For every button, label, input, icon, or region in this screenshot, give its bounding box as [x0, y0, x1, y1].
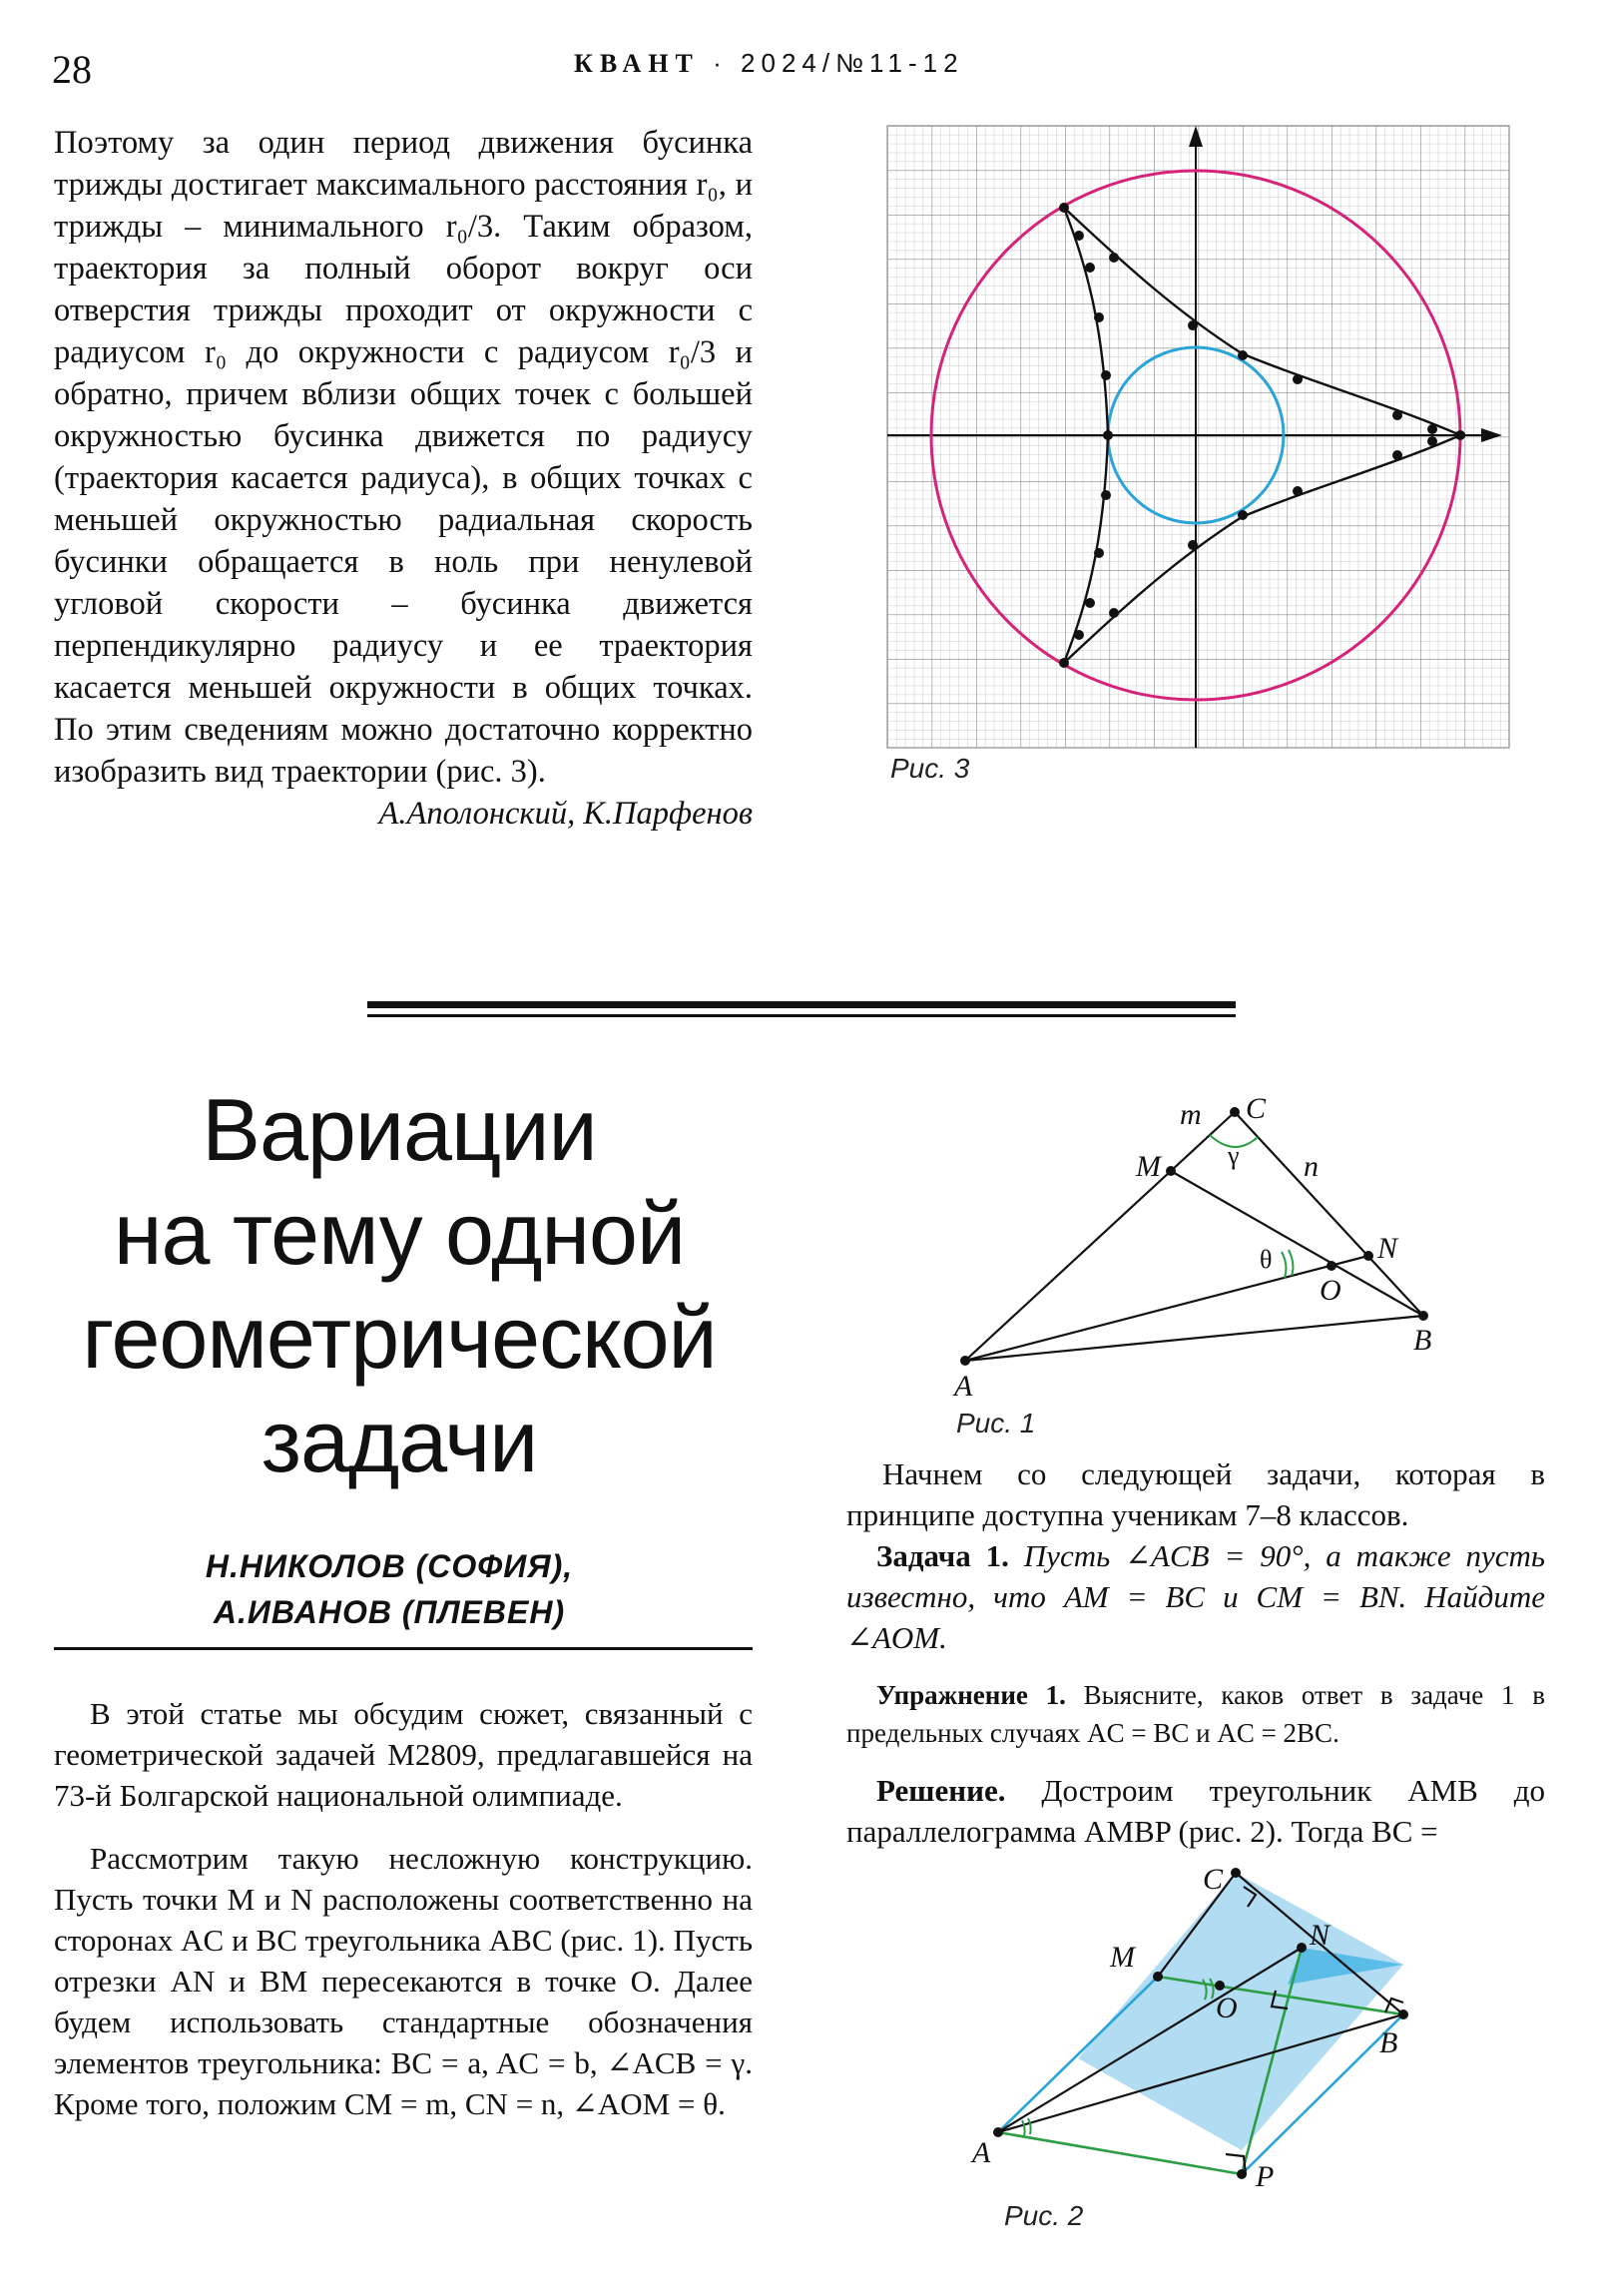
construction-paragraph: Рассмотрим такую несложную конструкцию. Пусть точки M и N расположены соответственно на сторонах AC и BC треугольника ABC (рис. 1). Пусть отрезки AN и BM пересекаются в точке O. Далее будем использовать стандартные обозначения элементов треугольника: BC = a, AC = b, ∠ACB = γ. Кроме того, положим CM = m, CN = n, ∠AOM = θ. — [54, 1841, 753, 2121]
trajectory-point — [1085, 598, 1095, 608]
right-column-body — [846, 1453, 1545, 1852]
trajectory-point — [1392, 410, 1402, 420]
prev-article-paragraph: Поэтому за один период движения бусинка трижды достигает максимального расстояния r₀, и трижды – минимального r₀/3. Таким образом, траектория за полный оборот вокруг оси отверстия трижды проходит от окружности с радиусом r₀ до окружности с радиусом r₀/3 и обратно, причем вблизи общих точек с большей окружностью бусинка движется по радиусу (траектория касается радиуса), в общих точках с меньшей окружностью радиальная скорость бусинки обращается в ноль при ненулевой угловой скорости – бусинка движется перпендикулярно радиусу и ее траектория касается меньшей окружности в общих точках. По этим сведениям можно достаточно корректно изобразить вид траектории (рис. 3). — [54, 125, 753, 790]
author-line: А.ИВАНОВ (ПЛЕВЕН) — [213, 1594, 566, 1630]
task-1-label: Задача 1. — [876, 1538, 1009, 1573]
side-ac — [965, 1112, 1235, 1361]
point-a — [960, 1356, 970, 1366]
exercise-1-label: Упражнение 1. — [876, 1680, 1066, 1710]
point-c — [1231, 1868, 1241, 1878]
magazine-name: КВАНТ — [574, 49, 700, 78]
title-line: геометрической — [82, 1288, 717, 1387]
point-b — [1398, 2009, 1408, 2019]
authors-rule — [54, 1647, 753, 1650]
label-m: M — [1136, 1150, 1161, 1183]
trajectory-point — [1059, 203, 1069, 213]
point-c — [1230, 1107, 1240, 1117]
title-line: задачи — [261, 1392, 538, 1490]
point-b — [1418, 1311, 1428, 1321]
trajectory-point — [1103, 430, 1113, 440]
author-line: Н.НИКОЛОВ (СОФИЯ), — [205, 1548, 574, 1584]
label-n: N — [1377, 1232, 1398, 1265]
label-c: C — [1203, 1863, 1224, 1896]
task-1-text: Пусть ∠ACB = 90°, а также пусть известно, что AM = BC и CM = BN. Найдите ∠AOM. — [846, 1538, 1545, 1655]
label-m: M — [1110, 1941, 1135, 1974]
angle-arc-a — [1028, 2118, 1031, 2134]
trajectory-point — [1188, 540, 1198, 550]
shaded-parallelogram — [1078, 1873, 1403, 2150]
angle-theta-arc-2 — [1282, 1252, 1286, 1278]
trajectory-point — [1074, 231, 1084, 241]
figure-1-triangle — [928, 1088, 1467, 1418]
point-a — [993, 2127, 1003, 2137]
label-n: N — [1310, 1919, 1331, 1952]
title-line: на тему одной — [113, 1184, 686, 1283]
grid-coarse — [887, 126, 1509, 748]
trajectory-point — [1101, 370, 1111, 380]
running-header — [574, 48, 964, 79]
point-m — [1153, 1972, 1163, 1982]
trajectory-point — [1427, 436, 1437, 446]
label-theta: θ — [1260, 1245, 1273, 1274]
article-authors — [110, 1543, 669, 1635]
trajectory-point — [1238, 350, 1248, 360]
segment-an — [965, 1256, 1368, 1361]
figure-2-caption: Рис. 2 — [1004, 2200, 1084, 2231]
intro-paragraph: В этой статье мы обсудим сюжет, связанный с геометрической задачей М2809, предлагавшейся на 73-й Болгарской национальной олимпиаде. — [54, 1696, 753, 1813]
label-o: O — [1216, 1992, 1238, 2024]
trajectory-point — [1188, 320, 1198, 330]
trajectory-point — [1427, 424, 1437, 434]
title-line: Вариации — [202, 1080, 597, 1179]
start-paragraph: Начнем со следующей задачи, которая в принципе доступна ученикам 7–8 классов. — [846, 1456, 1545, 1532]
solution-label: Решение. — [876, 1773, 1006, 1808]
solution-text: Достроим треугольник AMB до параллелограмма AMBP (рис. 2). Тогда BC = — [846, 1773, 1545, 1849]
article-divider-thin — [367, 1014, 1236, 1017]
solution-paragraph — [846, 1770, 1545, 1852]
angle-arc-a-2 — [1022, 2120, 1025, 2136]
side-ab — [965, 1316, 1423, 1361]
point-o — [1327, 1261, 1336, 1271]
label-b: B — [1413, 1324, 1432, 1357]
left-column-body — [54, 1693, 753, 2124]
trajectory-point — [1109, 253, 1119, 263]
trajectory-point — [1094, 312, 1104, 322]
prev-article-column — [54, 122, 753, 835]
figure-1-caption: Рис. 1 — [956, 1408, 1036, 1438]
article-title — [60, 1078, 739, 1493]
label-a: A — [954, 1370, 973, 1403]
header-separator: · — [713, 48, 728, 78]
exercise-1-text: Выясните, каков ответ в задаче 1 в предельных случаях AC = BC и AC = 2BC. — [846, 1680, 1546, 1748]
issue-number: 2024/№11-12 — [741, 48, 964, 78]
trajectory-point — [1085, 263, 1095, 273]
figure-2-parallelogram — [958, 1863, 1437, 2202]
trajectory-point — [1101, 490, 1111, 500]
trajectory-point — [1293, 486, 1303, 496]
article-divider — [367, 1001, 1236, 1008]
label-c: C — [1246, 1092, 1267, 1125]
trajectory-point — [1293, 374, 1303, 384]
trajectory-point — [1455, 430, 1465, 440]
trajectory-point — [1109, 608, 1119, 618]
trajectory-point — [1392, 450, 1402, 460]
trajectory-point — [1238, 510, 1248, 520]
angle-theta-arc — [1289, 1250, 1293, 1276]
point-p — [1237, 2169, 1247, 2179]
label-a: A — [972, 2136, 991, 2169]
point-n — [1297, 1943, 1307, 1953]
label-o: O — [1320, 1274, 1341, 1307]
task-1 — [846, 1535, 1545, 1658]
prev-article-signature: А.Аполонский, К.Парфенов — [378, 796, 753, 832]
point-m — [1166, 1166, 1176, 1176]
trajectory-point — [1074, 630, 1084, 640]
segment-ap — [998, 2132, 1242, 2174]
label-p: P — [1256, 2160, 1275, 2193]
label-b: B — [1379, 2026, 1398, 2059]
exercise-1 — [846, 1676, 1545, 1752]
label-m-length: m — [1180, 1098, 1202, 1131]
figure-3-caption: Рис. 3 — [890, 753, 970, 784]
page-number: 28 — [52, 47, 92, 92]
trajectory-point — [1094, 548, 1104, 558]
point-n — [1363, 1251, 1373, 1261]
trajectory-point — [1059, 658, 1069, 668]
figure-3-trajectory — [878, 118, 1517, 757]
point-o — [1215, 1981, 1225, 1991]
label-n-length: n — [1304, 1150, 1319, 1183]
label-gamma: γ — [1228, 1141, 1240, 1170]
